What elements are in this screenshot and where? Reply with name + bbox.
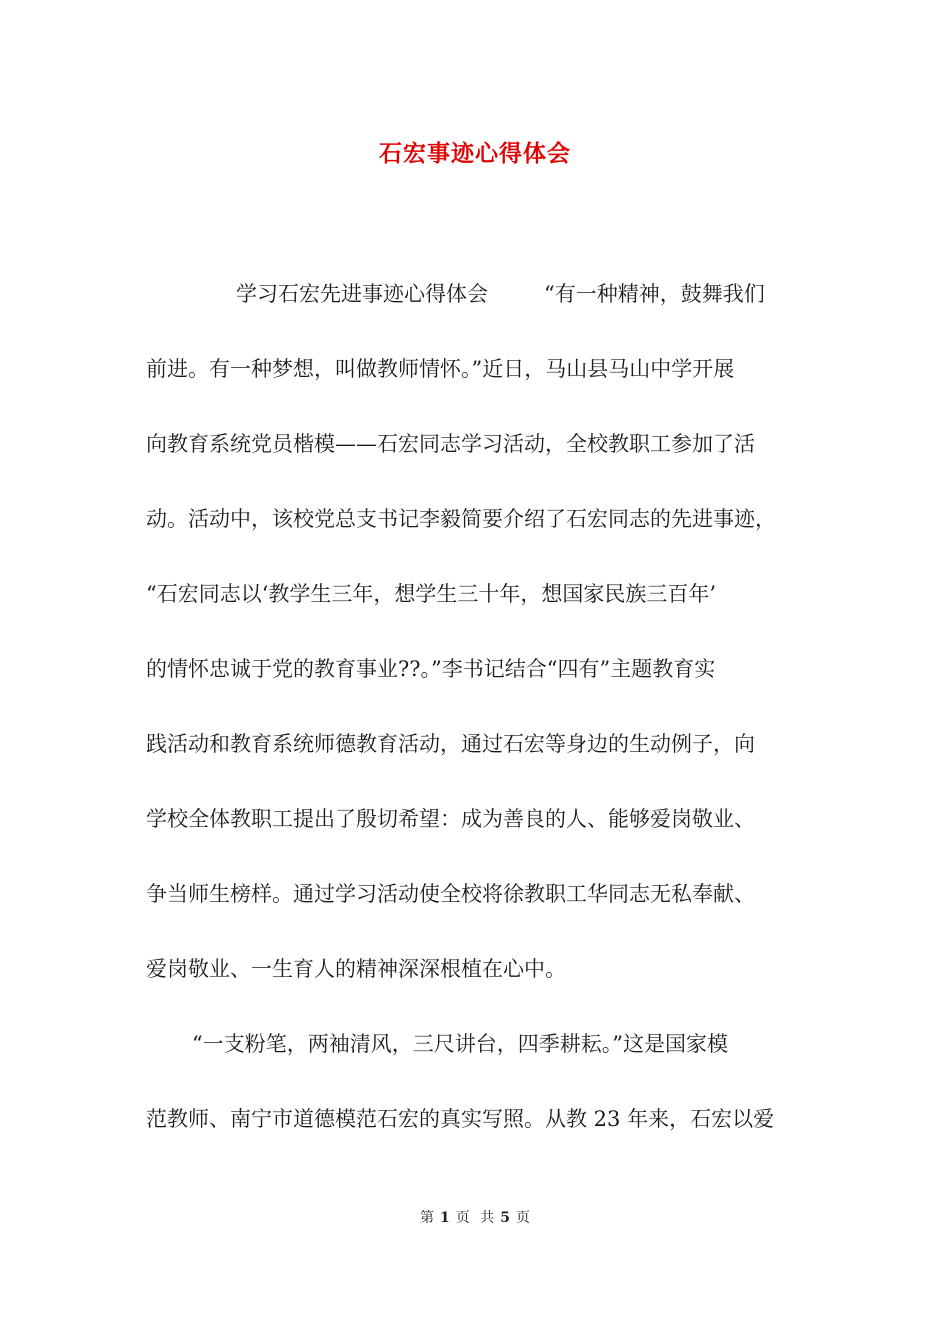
footer-page-current: 1 <box>440 1210 450 1226</box>
text-line-5: “石宏同志以‘教学生三年，想学生三十年，想国家民族三百年’ <box>146 582 717 606</box>
section-heading: 学习石宏先进事迹心得体会 <box>236 282 488 306</box>
text-line-6: 的情怀忠诚于党的教育事业??。”李书记结合“四有”主题教育实 <box>146 657 716 681</box>
text-line-1 <box>146 272 826 347</box>
text-line-7: 践活动和教育系统师德教育活动，通过石宏等身边的生动例子，向 <box>146 732 755 756</box>
text-line-12: 范教师、南宁市道德模范石宏的真实写照。从教 23 年来，石宏以爱 <box>146 1107 775 1131</box>
text-line-11: “一支粉笔，两袖清风，三尺讲台，四季耕耘。”这是国家模 <box>192 1032 728 1056</box>
footer-page-unit: 页 <box>455 1210 470 1226</box>
text-line-8: 学校全体教职工提出了殷切希望：成为善良的人、能够爱岗敬业、 <box>146 807 755 831</box>
footer-total-label: 共 <box>480 1210 495 1226</box>
text-line-9: 争当师生榜样。通过学习活动使全校将徐教职工华同志无私奉献、 <box>146 882 755 906</box>
text-line-4: 动。活动中，该校党总支书记李毅简要介绍了石宏同志的先进事迹， <box>146 507 776 531</box>
footer-page-total: 5 <box>500 1210 510 1226</box>
text-line-10: 爱岗敬业、一生育人的精神深深根植在心中。 <box>146 957 566 981</box>
text-line-3: 向教育系统党员楷模——石宏同志学习活动，全校教职工参加了活 <box>146 432 755 456</box>
text-line-1-rest: “有一种精神，鼓舞我们 <box>544 282 765 306</box>
document-title: 石宏事迹心得体会 <box>379 140 571 167</box>
document-body <box>146 272 826 1172</box>
footer-page-label: 第 <box>420 1210 435 1226</box>
text-line-2: 前进。有一种梦想，叫做教师情怀。”近日，马山县马山中学开展 <box>146 357 735 381</box>
page-footer <box>0 1206 950 1230</box>
footer-total-unit: 页 <box>515 1210 530 1226</box>
